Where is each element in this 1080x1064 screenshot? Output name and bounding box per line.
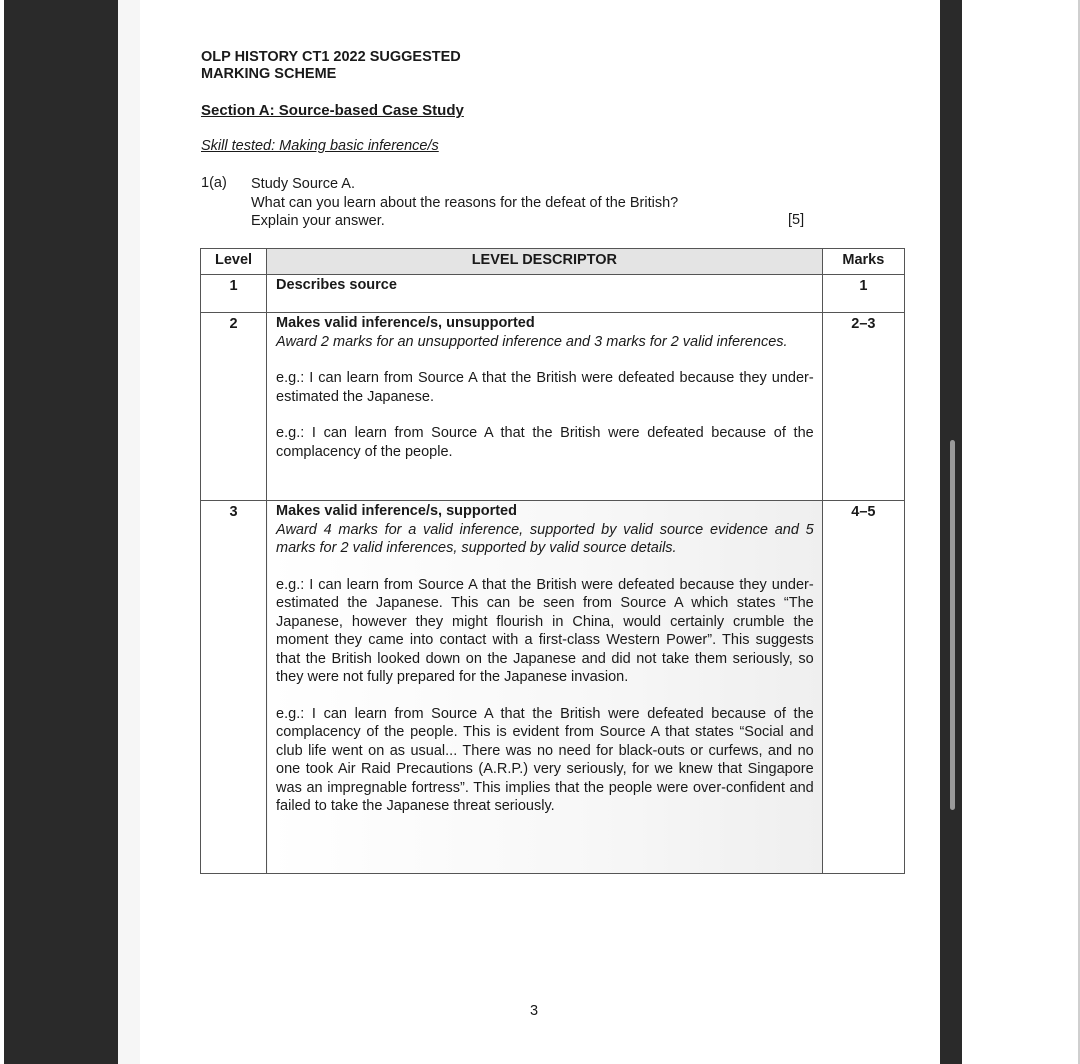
- descriptor-title: Makes valid inference/s, unsupported: [276, 315, 535, 331]
- example-answer: e.g.: I can learn from Source A that the British were defeated because they under-estimated the Japanese.: [276, 370, 814, 405]
- table-header-row: [201, 249, 905, 275]
- marks-cell: 4–5: [822, 501, 904, 874]
- screen-edge-left: [0, 0, 4, 1064]
- header-level: Level: [201, 249, 267, 275]
- descriptor-cell: [267, 313, 823, 501]
- marks-cell: 2–3: [822, 313, 904, 501]
- screen-margin-right: [962, 0, 1080, 1064]
- vertical-scrollbar[interactable]: [950, 440, 955, 810]
- descriptor-title: Describes source: [276, 277, 397, 293]
- level-cell: 1: [201, 275, 267, 313]
- skill-tested: Skill tested: Making basic inference/s: [201, 138, 439, 154]
- question-number: 1(a): [201, 175, 227, 191]
- level-cell: 3: [201, 501, 267, 874]
- question-marks: [5]: [788, 212, 805, 228]
- title-line-2: MARKING SCHEME: [201, 66, 337, 82]
- title-line-1: OLP HISTORY CT1 2022 SUGGESTED: [201, 49, 461, 65]
- example-answer: e.g.: I can learn from Source A that the British were defeated because of the complacency of the people. This is evident from Source A that states “Social and club life went on as usual... There was no need for black-outs or curfews, and no one took Air Raid Precautions (A.R.P.) very seriously, for we knew that Singapore was an impregnable fortress”. This implies that the people were over-confident and failed to take the Japanese threat seriously.: [276, 705, 814, 814]
- marking-scheme-table: [200, 248, 905, 874]
- question-text: [251, 175, 811, 231]
- table-row: [201, 501, 905, 874]
- page-number: 3: [530, 1003, 539, 1019]
- level-cell: 2: [201, 313, 267, 501]
- table-row: [201, 313, 905, 501]
- page-gutter: [118, 0, 140, 1064]
- header-marks: Marks: [822, 249, 904, 275]
- award-guidance: Award 4 marks for a valid inference, supported by valid source evidence and 5 marks for 2 valid inferences, supported by valid source details.: [276, 521, 814, 556]
- device-bezel-left: [0, 0, 118, 1064]
- question-line-1: Study Source A.: [251, 176, 355, 192]
- question-line-3: Explain your answer.: [251, 213, 385, 229]
- marks-cell: 1: [822, 275, 904, 313]
- descriptor-title: Makes valid inference/s, supported: [276, 503, 517, 519]
- award-guidance: Award 2 marks for an unsupported inference and 3 marks for 2 valid inferences.: [276, 333, 788, 350]
- question-line-2: What can you learn about the reasons for the defeat of the British?: [251, 194, 679, 211]
- document-title: [201, 49, 521, 83]
- example-answer: e.g.: I can learn from Source A that the British were defeated because of the complacency of the people.: [276, 425, 814, 460]
- section-heading: Section A: Source-based Case Study: [201, 102, 464, 119]
- table-row: [201, 275, 905, 313]
- descriptor-cell: [267, 275, 823, 313]
- header-level-descriptor: LEVEL DESCRIPTOR: [267, 249, 823, 275]
- descriptor-cell: [267, 501, 823, 874]
- example-answer: e.g.: I can learn from Source A that the British were defeated because they under-estimated the Japanese. This can be seen from Source A which states “The Japanese, however they might flourish in China, would certainly crumble the moment they came into contact with a first-class Western Power”. This suggests that the British looked down on the Japanese and did not take them seriously, so they were not fully prepared for the Japanese invasion.: [276, 576, 814, 685]
